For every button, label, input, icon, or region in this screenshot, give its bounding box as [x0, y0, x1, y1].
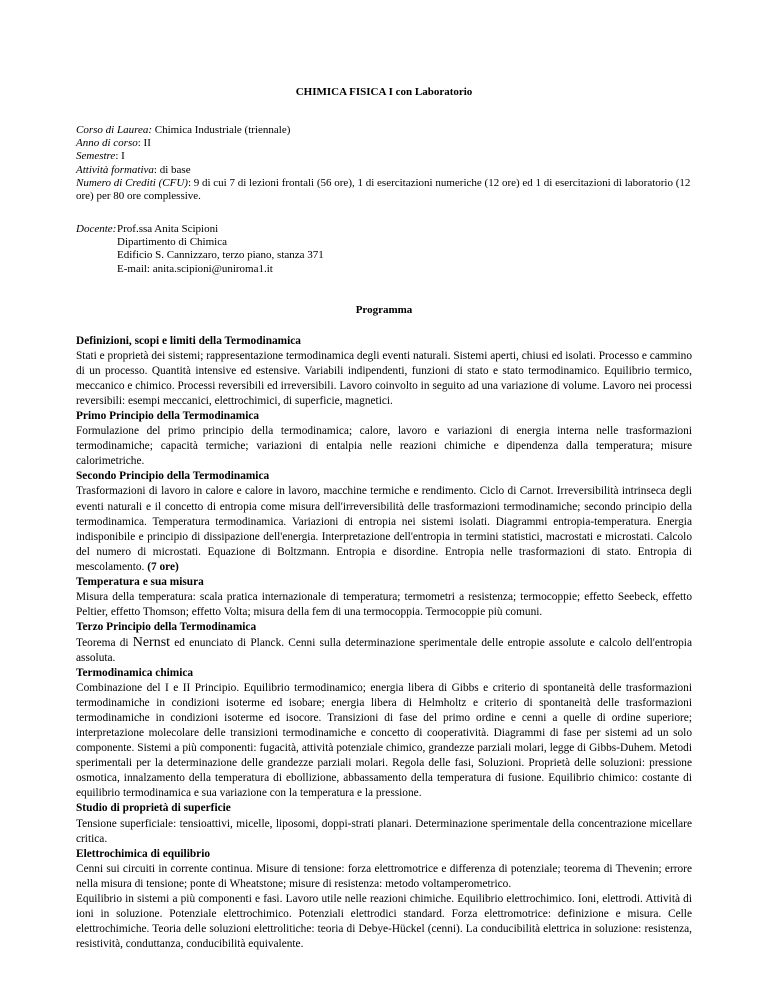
section-text: Misura della temperatura: scala pratica internazionale di temperatura; termometri a resistenza; termocoppie; effetto Seebeck, effetto Peltier, effetto Thomson; effetto Volta; misura della fem di una termocoppia. Termocoppie più comuni. [76, 590, 692, 618]
section-first-law [76, 409, 692, 469]
section-surface-properties [76, 801, 692, 846]
section-definitions [76, 334, 692, 409]
teacher-name-row [76, 223, 696, 236]
course-semester: Semestre: I [76, 150, 125, 163]
section-temperature [76, 575, 692, 620]
section-title: Definizioni, scopi e limiti della Termodinamica [76, 335, 301, 347]
course-credits: Numero di Crediti (CFU): 9 di cui 7 di lezioni frontali (56 ore), 1 di esercitazioni numeriche (12 ore) ed 1 di esercitazioni di laboratorio (12 ore) per 80 ore complessive. [76, 176, 691, 203]
section-title: Terzo Principio della Termodinamica [76, 620, 257, 633]
nernst-name: Nernst [132, 634, 171, 650]
teacher-office: Edificio S. Cannizzaro, terzo piano, stanza 371 [117, 249, 324, 262]
section-title: Secondo Principio della Termodinamica [76, 470, 270, 483]
course-activity: Attività formativa: di base [76, 163, 191, 176]
section-text: Tensione superficiale: tensioattivi, micelle, liposomi, doppi-strati planari. Determinazione sperimentale della concentrazione micellare critica. [76, 817, 692, 845]
section-title: Studio di proprietà di superficie [76, 802, 231, 815]
section-text: Cenni sui circuiti in corrente continua. Misure di tensione: forza elettromotrice e differenza di potenziale; teorema di Thevenin; errore nella misura di tensione; ponte di Wheatstone; misure di resistenza: metodo voltamperometrico. [76, 862, 692, 890]
section-electrochemistry [76, 847, 692, 952]
hours-badge: (7 ore) [147, 560, 179, 573]
teacher-department: Dipartimento di Chimica [117, 236, 227, 249]
course-year: Anno di corso: II [76, 137, 151, 150]
section-title: Primo Principio della Termodinamica [76, 410, 260, 423]
section-text: Equilibrio in sistemi a più componenti e fasi. Lavoro utile nelle reazioni chimiche. Equilibrio elettrochimico. Ioni, elettrodi. Attività di ioni in soluzione. Potenziale elettrochimico. Potenziali elettrodici standard. Forza elettromotrice: definizione e misura. Celle elettrochimiche. Teoria delle soluzioni elettrolitiche: teoria di Debye-Hückel (cenni). La conducibilità elettrica in soluzione: resistenza, resistività, conduttanza, conducibilità equivalente. [76, 892, 692, 950]
teacher-info [76, 223, 696, 276]
course-degree: Corso di Laurea: Chimica Industriale (triennale) [76, 124, 291, 136]
section-title: Termodinamica chimica [76, 667, 194, 680]
teacher-name: Prof.ssa Anita Scipioni [117, 223, 219, 235]
section-text: Trasformazioni di lavoro in calore e calore in lavoro, macchine termiche e rendimento. Ciclo di Carnot. Irreversibilità intrinseca degli eventi naturali e il concetto di entropia come misura dell'irreversibilità delle trasformazioni termodinamiche; secondo principio della termodinamica. Temperatura termodinamica. Variazioni di entropia nei sistemi isolati. Diagrammi entropia-temperatura. Energia indisponibile e principio di dissipazione dell'energia. Interpretazione dell'entropia in termini statistici, macrostati e microstati. Calcolo del numero di microstati. Equazione di Boltzmann. Entropia e disordine. Entropia nelle trasformazioni di stato. Entropia di mescolamento. (7 ore) [76, 485, 692, 573]
section-third-law [76, 620, 692, 666]
document-title: CHIMICA FISICA I con Laboratorio [295, 86, 473, 98]
section-second-law [76, 469, 692, 574]
section-title: Temperatura e sua misura [76, 575, 204, 588]
program-heading: Programma [355, 304, 413, 316]
course-info [76, 124, 696, 203]
teacher-label: Docente: [76, 223, 117, 235]
section-chemical-thermodynamics [76, 666, 692, 801]
section-text: Teorema di Nernst ed enunciato di Planck. Cenni sulla determinazione sperimentale delle entropie assolute e calcolo dell'entropia assoluta. [76, 634, 692, 664]
section-text: Formulazione del primo principio della termodinamica; calore, lavoro e variazioni di energia interna nelle trasformazioni termodinamiche; capacità termiche; variazioni di entalpia nelle reazioni chimiche e dipendenza dalla temperatura; misure calorimetriche. [76, 425, 692, 468]
section-text: Stati e proprietà dei sistemi; rappresentazione termodinamica degli eventi naturali. Sistemi aperti, chiusi ed isolati. Processo e cammino di un processo. Quantità intensive ed estensive. Variabili indipendenti, funzioni di stato e stato termodinamico. Equilibrio termico, meccanico e chimico. Processi reversibili ed irreversibili. Lavoro coinvolto in seguito ad una variazione di volume. Lavoro nei processi reversibili: esempi meccanici, elettrochimici, di superficie, magnetici. [76, 350, 692, 408]
section-text: Combinazione del I e II Principio. Equilibrio termodinamico; energia libera di Gibbs e criterio di spontaneità delle trasformazioni termodinamiche in condizioni isoterme ed isobare; energia libera di Helmholtz e criterio di spontaneità delle trasformazioni termodinamiche in condizioni isoterme ed isocore. Transizioni di fase del primo ordine e cenni a quelle di ordine superiore; interpretazione molecolare delle transizioni termodinamiche e concetto di cooperatività. Diagrammi di fase per sistemi ad un solo componente. Sistemi a più componenti: fugacità, attività potenziale chimico, grandezze parziali molari, legge di Gibbs-Duhem. Metodi sperimentali per la determinazione delle grandezze parziali molari. Regola delle fasi, Soluzioni. Proprietà delle soluzioni: pressione osmotica, innalzamento della temperatura di ebollizione, abbassamento della temperatura di fusione. Equilibrio chimico: costante di equilibrio termodinamica e sua variazione con la temperatura e la pressione. [76, 682, 692, 800]
section-title: Elettrochimica di equilibrio [76, 847, 211, 860]
teacher-email: E-mail: anita.scipioni@uniroma1.it [117, 262, 273, 275]
program-body [76, 334, 692, 952]
